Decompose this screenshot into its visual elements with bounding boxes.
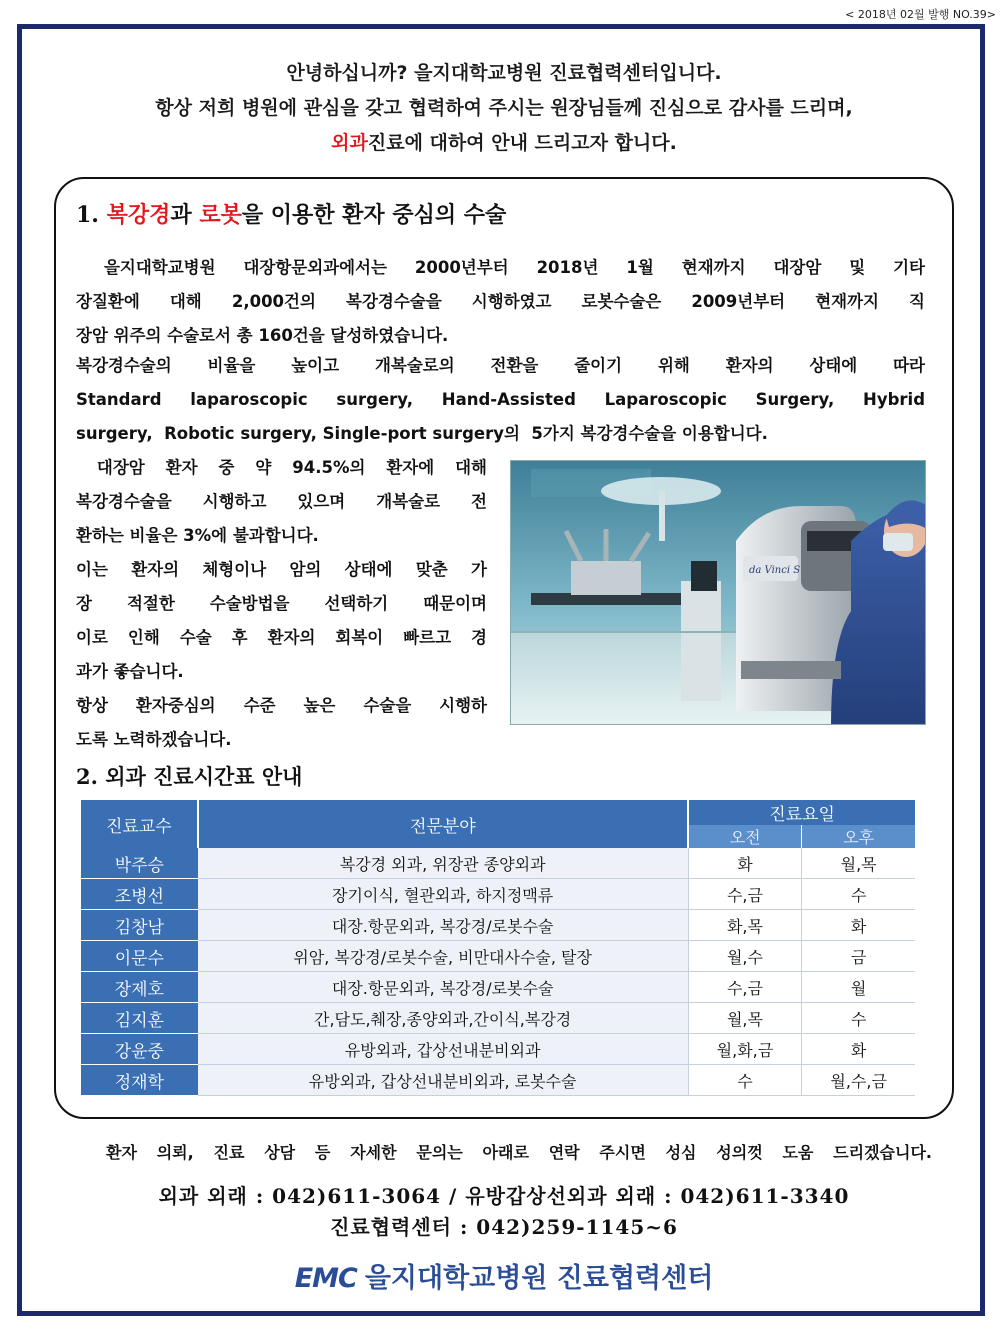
footer-brand — [0, 1256, 1008, 1295]
row-field: 대장.항문외과, 복강경/로봇수술 — [198, 972, 688, 1003]
greeting-line-3 — [0, 126, 1008, 161]
schedule-table — [81, 800, 915, 1096]
robot-surgery-photo — [510, 460, 926, 725]
greeting-line-2: 항상 저희 병원에 관심을 갖고 협력하여 주시는 원장님들께 진심으로 감사를 드리며, — [155, 97, 853, 119]
row-pm: 화 — [802, 1034, 915, 1065]
row-pm: 월,수,금 — [802, 1065, 915, 1096]
header-am: 오전 — [688, 825, 802, 848]
side-line: 대장암 환자 중 약 94.5%의 환자에 대해 — [76, 458, 487, 477]
side-line: 복강경수술을 시행하고 있으며 개복술로 전 — [76, 492, 487, 511]
header-professor: 진료교수 — [81, 800, 198, 848]
row-am: 수,금 — [688, 879, 802, 910]
row-pm: 금 — [802, 941, 915, 972]
row-pm: 수 — [802, 1003, 915, 1034]
table-row — [81, 941, 915, 972]
side-line: 이로 인해 수술 후 환자의 회복이 빠르고 경 — [76, 628, 487, 647]
side-line: 환하는 비율은 3%에 불과합니다. — [76, 526, 319, 545]
section1-title-highlight-1: 복강경 — [106, 202, 171, 228]
header-pm: 오후 — [802, 825, 915, 848]
row-name: 강윤중 — [81, 1034, 198, 1065]
greeting-line-1: 안녕하십니까? 을지대학교병원 진료협력센터입니다. — [286, 62, 722, 84]
table-row — [81, 1065, 915, 1096]
paragraph-line: 을지대학교병원 대장항문외과에서는 2000년부터 2018년 1월 현재까지 대장암 및 기타 — [76, 258, 925, 277]
robot-surgery-illustration — [511, 461, 926, 725]
table-row — [81, 1003, 915, 1034]
row-pm: 화 — [802, 910, 915, 941]
paragraph-line: 복강경수술의 비율을 높이고 개복술로의 전환을 줄이기 위해 환자의 상태에 따라 — [76, 356, 925, 375]
row-am: 수,금 — [688, 972, 802, 1003]
section1-title — [76, 198, 506, 229]
paragraph-line: Standard laparoscopic surgery, Hand-Assisted Laparoscopic Surgery, Hybrid — [76, 390, 925, 409]
issue-label: < 2018년 02월 발행 NO.39> — [845, 8, 996, 21]
paragraph-line: 장질환에 대해 2,000건의 복강경수술을 시행하였고 로봇수술은 2009년부터 현재까지 직 — [76, 292, 925, 311]
footer-name: 을지대학교병원 진료협력센터 — [364, 1263, 714, 1294]
greeting-line-3-rest: 진료에 대하여 안내 드리고자 합니다. — [367, 132, 677, 154]
side-line: 장 적절한 수술방법을 선택하기 때문이며 — [76, 594, 487, 613]
row-pm: 월,목 — [802, 848, 915, 879]
greeting-highlight: 외과 — [331, 132, 368, 154]
row-name: 박주승 — [81, 848, 198, 879]
table-row — [81, 972, 915, 1003]
table-row — [81, 910, 915, 941]
row-field: 위암, 복강경/로봇수술, 비만대사수술, 탈장 — [198, 941, 688, 972]
row-am: 월,화,금 — [688, 1034, 802, 1065]
row-field: 대장.항문외과, 복강경/로봇수술 — [198, 910, 688, 941]
contact-line-1: 외과 외래 : 042)611-3064 / 유방갑상선외과 외래 : 042)611-3340 — [158, 1184, 850, 1208]
section1-paragraph-1 — [76, 251, 925, 353]
paragraph-line: surgery, Robotic surgery, Single-port surgery의 5가지 복강경수술을 이용합니다. — [76, 424, 768, 443]
side-line: 항상 환자중심의 수준 높은 수술을 시행하 — [76, 696, 487, 715]
section1-title-highlight-2: 로봇 — [199, 202, 242, 228]
header-days: 진료요일 — [688, 800, 915, 825]
side-line: 이는 환자의 체형이나 암의 상태에 맞춘 가 — [76, 560, 487, 579]
row-pm: 월 — [802, 972, 915, 1003]
row-am: 화,목 — [688, 910, 802, 941]
row-pm: 수 — [802, 879, 915, 910]
row-am: 월,수 — [688, 941, 802, 972]
section1-paragraph-2 — [76, 349, 925, 451]
row-field: 간,담도,췌장,종양외과,간이식,복강경 — [198, 1003, 688, 1034]
table-row — [81, 879, 915, 910]
row-name: 조병선 — [81, 879, 198, 910]
inquiry-text: 환자 의뢰, 진료 상담 등 자세한 문의는 아래로 연락 주시면 성심 성의껏 도움 드리겠습니다. — [106, 1143, 932, 1162]
table-row — [81, 1034, 915, 1065]
section1-number: 1. — [76, 202, 99, 228]
row-field: 장기이식, 혈관외과, 하지정맥류 — [198, 879, 688, 910]
section1-side-text — [76, 451, 487, 757]
side-line: 도록 노력하겠습니다. — [76, 730, 232, 749]
side-line: 과가 좋습니다. — [76, 662, 184, 681]
table-row — [81, 848, 915, 879]
header-row — [81, 800, 915, 825]
row-field: 복강경 외과, 위장관 종양외과 — [198, 848, 688, 879]
row-field: 유방외과, 갑상선내분비외과 — [198, 1034, 688, 1065]
row-am: 화 — [688, 848, 802, 879]
section1-title-end: 을 이용한 환자 중심의 수술 — [241, 202, 507, 228]
section1-title-mid: 과 — [170, 202, 200, 228]
row-name: 정재학 — [81, 1065, 198, 1096]
greeting — [0, 56, 1008, 161]
row-name: 장제호 — [81, 972, 198, 1003]
paragraph-line: 장암 위주의 수술로서 총 160건을 달성하였습니다. — [76, 326, 449, 345]
row-name: 이문수 — [81, 941, 198, 972]
da-vinci-label: da Vinci S — [749, 565, 801, 576]
row-am: 월,목 — [688, 1003, 802, 1034]
row-name: 김지훈 — [81, 1003, 198, 1034]
header-field: 전문분야 — [198, 800, 688, 848]
row-am: 수 — [688, 1065, 802, 1096]
emc-logo: EMC — [294, 1263, 357, 1294]
section2-title: 2. 외과 진료시간표 안내 — [76, 764, 303, 789]
contact-line-2: 진료협력센터 : 042)259-1145~6 — [330, 1215, 678, 1239]
row-name: 김창남 — [81, 910, 198, 941]
row-field: 유방외과, 갑상선내분비외과, 로봇수술 — [198, 1065, 688, 1096]
